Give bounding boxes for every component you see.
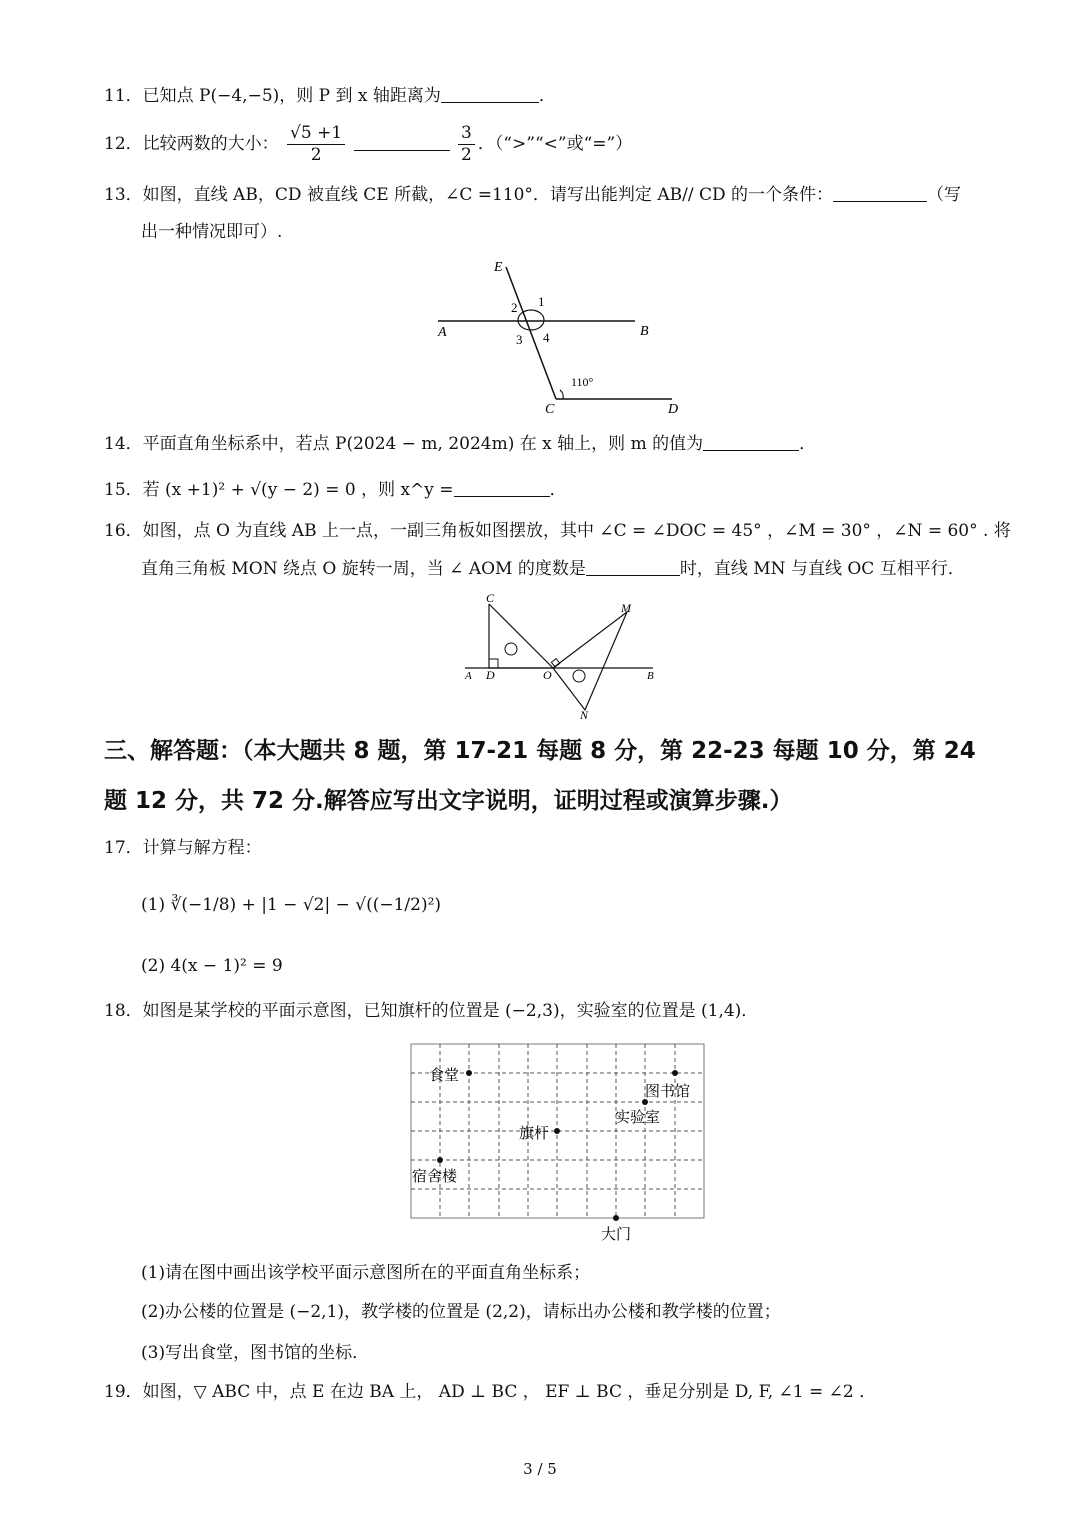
label-m: M <box>621 601 631 615</box>
label-n: N <box>580 708 589 722</box>
answer-blank[interactable] <box>354 132 450 151</box>
label-library: 图书馆 <box>645 1082 691 1100</box>
right-angle-d <box>489 659 498 668</box>
q18-sub-1: (1)请在图中画出该学校平面示意图所在的平面直角坐标系； <box>141 1263 591 1283</box>
label-a: A <box>465 670 472 682</box>
question-text: 平面直角坐标系中，若点 P(2024 − m, 2024m) 在 x 轴上，则 m 的值为 <box>142 434 704 454</box>
label-flagpole: 旗杆 <box>519 1124 550 1142</box>
answer-blank[interactable] <box>833 183 927 202</box>
question-13-cont: 出一种情况即可）. <box>141 222 283 242</box>
question-17 <box>104 836 262 860</box>
question-number: 16． <box>104 521 143 541</box>
label-c: C <box>486 591 495 605</box>
punct: ． <box>549 480 567 500</box>
label-b: B <box>647 670 654 682</box>
question-number: 15． <box>104 480 143 500</box>
school-map <box>405 1038 715 1248</box>
question-text: 时，直线 MN 与直线 OC 互相平行． <box>679 559 965 579</box>
question-text: 比较两数的大小： <box>142 134 279 154</box>
answer-blank[interactable] <box>703 432 799 451</box>
question-text: 计算与解方程： <box>142 838 262 858</box>
label-e: E <box>494 260 503 275</box>
section-heading-cont: 题 12 分，共 72 分.解答应写出文字说明，证明过程或演算步骤.） <box>104 788 793 814</box>
question-number: 18． <box>104 1001 143 1021</box>
numerator: √5 +1 <box>287 123 345 145</box>
answer-blank[interactable] <box>454 478 550 497</box>
label-4: 4 <box>543 330 550 345</box>
question-text: 如图，点 O 为直线 AB 上一点，一副三角板如图摆放，其中 ∠C = ∠DOC = 45° ，∠M = 30° ，∠N = 60° . 将 <box>142 521 1011 541</box>
question-text: 已知点 P(−4,−5)，则 P 到 x 轴距离为 <box>142 86 441 106</box>
question-number: 17． <box>104 838 143 858</box>
q18-sub-3: (3)写出食堂，图书馆的坐标． <box>141 1343 370 1363</box>
question-18 <box>104 999 758 1023</box>
question-16-cont <box>141 557 965 581</box>
question-number: 19． <box>104 1382 143 1402</box>
canteen-point <box>466 1070 472 1076</box>
fraction-right <box>458 123 475 167</box>
question-number: 14． <box>104 434 143 454</box>
denominator: 2 <box>460 145 472 165</box>
fraction-left <box>287 123 345 167</box>
question-text: （写 <box>927 185 961 205</box>
q18-sub-2: (2)办公楼的位置是 (−2,1)，教学楼的位置是 (2,2)，请标出办公楼和教学楼的位置； <box>141 1302 781 1322</box>
flagpole-point <box>554 1128 560 1134</box>
triangle-mon <box>553 612 627 710</box>
label-d: D <box>486 668 495 682</box>
angle-arc-c <box>560 390 563 399</box>
page-number: 3 / 5 <box>523 1460 557 1478</box>
question-number: 13． <box>104 185 143 205</box>
numerator: 3 <box>458 123 475 145</box>
label-b: B <box>640 324 649 339</box>
denominator: 2 <box>310 145 322 165</box>
label-gate: 大门 <box>601 1225 632 1243</box>
angle-arcs <box>518 310 544 330</box>
q17-part-2: (2) 4(x − 1)² = 9 <box>141 956 283 976</box>
section-heading: 三、解答题：（本大题共 8 题，第 17-21 每题 8 分，第 22-23 每题 10 分，第 24 <box>104 738 976 764</box>
answer-blank[interactable] <box>586 557 680 576</box>
question-number: 12． <box>104 134 143 154</box>
question-text: 若 (x +1)² + √(y − 2) = 0 ，则 x^y = <box>142 480 454 500</box>
question-16 <box>104 519 1011 543</box>
label-c: C <box>545 402 555 417</box>
dorm-point <box>437 1157 443 1163</box>
label-d: D <box>668 402 679 417</box>
question-15 <box>104 478 567 502</box>
label-1: 1 <box>538 294 545 309</box>
q17-part-1: (1) ∛(−1/8) + |1 − √2| − √((−1/2)²) <box>141 895 442 915</box>
question-text: 如图，▽ ABC 中，点 E 在边 BA 上， AD ⊥ BC ， EF ⊥ BC ，垂足分别是 D, F, ∠1 = ∠2 ． <box>142 1382 877 1402</box>
question-text: ．（“>”“<”或“=”） <box>477 134 633 154</box>
question-19 <box>104 1380 876 1404</box>
label-lab: 实验室 <box>615 1108 661 1126</box>
label-2: 2 <box>511 300 518 315</box>
question-12 <box>104 120 632 172</box>
hole-2 <box>573 670 585 682</box>
question-number: 11． <box>104 86 143 106</box>
punct: ． <box>799 434 817 454</box>
library-point <box>672 1070 678 1076</box>
label-a: A <box>438 325 447 340</box>
hole-1 <box>505 643 517 655</box>
figure-13 <box>430 255 690 420</box>
triangle-cdo <box>489 604 553 668</box>
label-3: 3 <box>516 332 523 347</box>
question-13 <box>104 183 961 207</box>
label-o: O <box>543 668 552 682</box>
label-canteen: 食堂 <box>429 1066 460 1084</box>
figure-16 <box>455 590 665 725</box>
question-text: 直角三角板 MON 绕点 O 旋转一周，当 ∠ AOM 的度数是 <box>141 559 586 579</box>
gate-point <box>613 1215 619 1221</box>
label-dorm: 宿舍楼 <box>412 1167 458 1185</box>
question-text: 如图，直线 AB，CD 被直线 CE 所截，∠C =110°．请写出能判定 AB// CD 的一个条件： <box>142 185 833 205</box>
answer-blank[interactable] <box>441 84 539 103</box>
question-11 <box>104 84 556 108</box>
question-14 <box>104 432 816 456</box>
question-text: 如图是某学校的平面示意图，已知旗杆的位置是 (−2,3)，实验室的位置是 (1,4)． <box>142 1001 759 1021</box>
punct: ． <box>538 86 556 106</box>
label-110: 110° <box>571 375 594 389</box>
